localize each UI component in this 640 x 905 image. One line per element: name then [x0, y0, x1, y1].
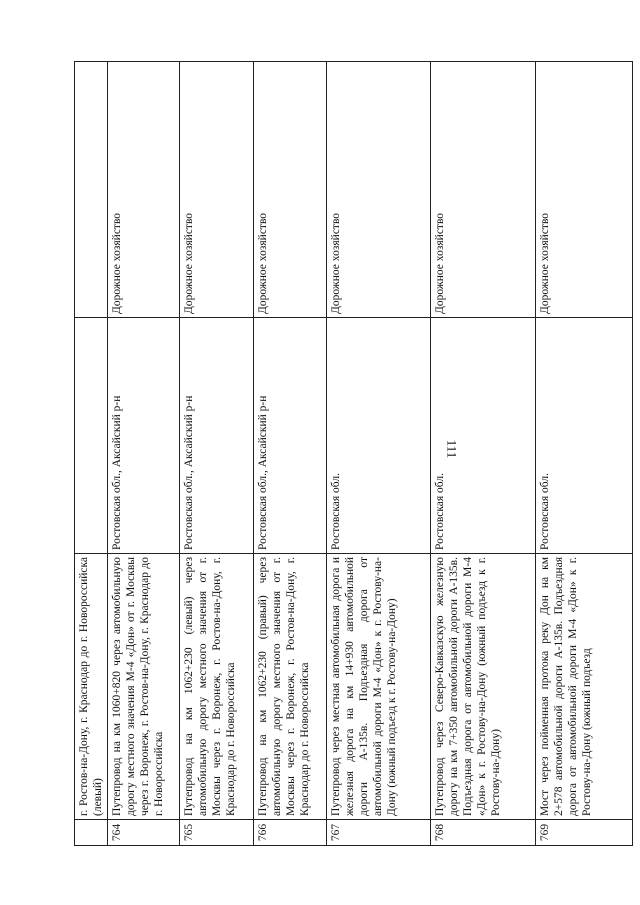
table-row-continued [75, 62, 108, 846]
table-row [536, 62, 633, 846]
cell-owner [75, 62, 108, 318]
cell-number: 766 [254, 820, 327, 846]
cell-region: Ростовская обл., Аксайский р-н [254, 318, 327, 554]
cell-region: Ростовская обл. [536, 318, 633, 554]
table-row [431, 62, 536, 846]
cell-owner: Дорожное хозяйство [536, 62, 633, 318]
cell-number: 768 [431, 820, 536, 846]
cell-owner: Дорожное хозяйство [254, 62, 327, 318]
cell-number: 764 [108, 820, 180, 846]
page-number: 111 [444, 439, 460, 459]
cell-description: Путепровод на км 1062+230 (правый) через автомобильную дорогу местного значения от г. Москвы через г. Воронеж, г. Ростов-на-Дону, г. Краснодар до г. Новороссийска [254, 554, 327, 820]
rotated-table-container [74, 62, 594, 846]
cell-number: 769 [536, 820, 633, 846]
table-row [108, 62, 180, 846]
cell-description: Путепровод через местная автомобильная дорога и железная дорога на км 14+930 автомобильной дороги А-135в. Подъездная дорога от автомобильной дороги М-4 «Дон» к г. Ростову-на-Дону (южный подъезд к г. Ростову-на-Дону) [327, 554, 431, 820]
cell-description: Мост через пойменная протока реку Дон на км 2+578 автомобильной дороги А-135в. Подъездная дорога от автомобильной дороги М-4 «Дон» к г. Ростову-на-Дону (южный подъезд [536, 554, 633, 820]
objects-table [74, 61, 633, 846]
cell-owner: Дорожное хозяйство [108, 62, 180, 318]
cell-owner: Дорожное хозяйство [327, 62, 431, 318]
cell-number: 765 [180, 820, 254, 846]
cell-description: Путепровод на км 1060+820 через автомобильную дорогу местного значения М-4 «Дон» от г. Москвы через г. Воронеж, г. Ростов-на-Дону, г. Краснодар до г. Новороссийска [108, 554, 180, 820]
cell-description: Путепровод на км 1062+230 (левый) через автомобильную дорогу местного значения от г. Москвы через г. Воронеж, г. Ростов-на-Дону, г. Краснодар до г. Новороссийска [180, 554, 254, 820]
cell-owner: Дорожное хозяйство [431, 62, 536, 318]
table-row [254, 62, 327, 846]
cell-number: 767 [327, 820, 431, 846]
cell-region: Ростовская обл. [431, 318, 536, 554]
cell-number [75, 820, 108, 846]
cell-region [75, 318, 108, 554]
cell-owner: Дорожное хозяйство [180, 62, 254, 318]
cell-description: г. Ростов-на-Дону, г. Краснодар до г. Новороссийска (левый) [75, 554, 108, 820]
cell-description: Путепровод через Северо-Кавказскую железную дорогу на км 7+350 автомобильной дороги А-135в. Подъездная дорога от автомобильной дороги М-4 «Дон» к г. Ростову-на-Дону (южный подъезд к г. Ростову-на-Дону) [431, 554, 536, 820]
table-row [180, 62, 254, 846]
document-sheet [74, 62, 594, 846]
cell-region: Ростовская обл., Аксайский р-н [108, 318, 180, 554]
cell-region: Ростовская обл., Аксайский р-н [180, 318, 254, 554]
table-row [327, 62, 431, 846]
cell-region: Ростовская обл. [327, 318, 431, 554]
